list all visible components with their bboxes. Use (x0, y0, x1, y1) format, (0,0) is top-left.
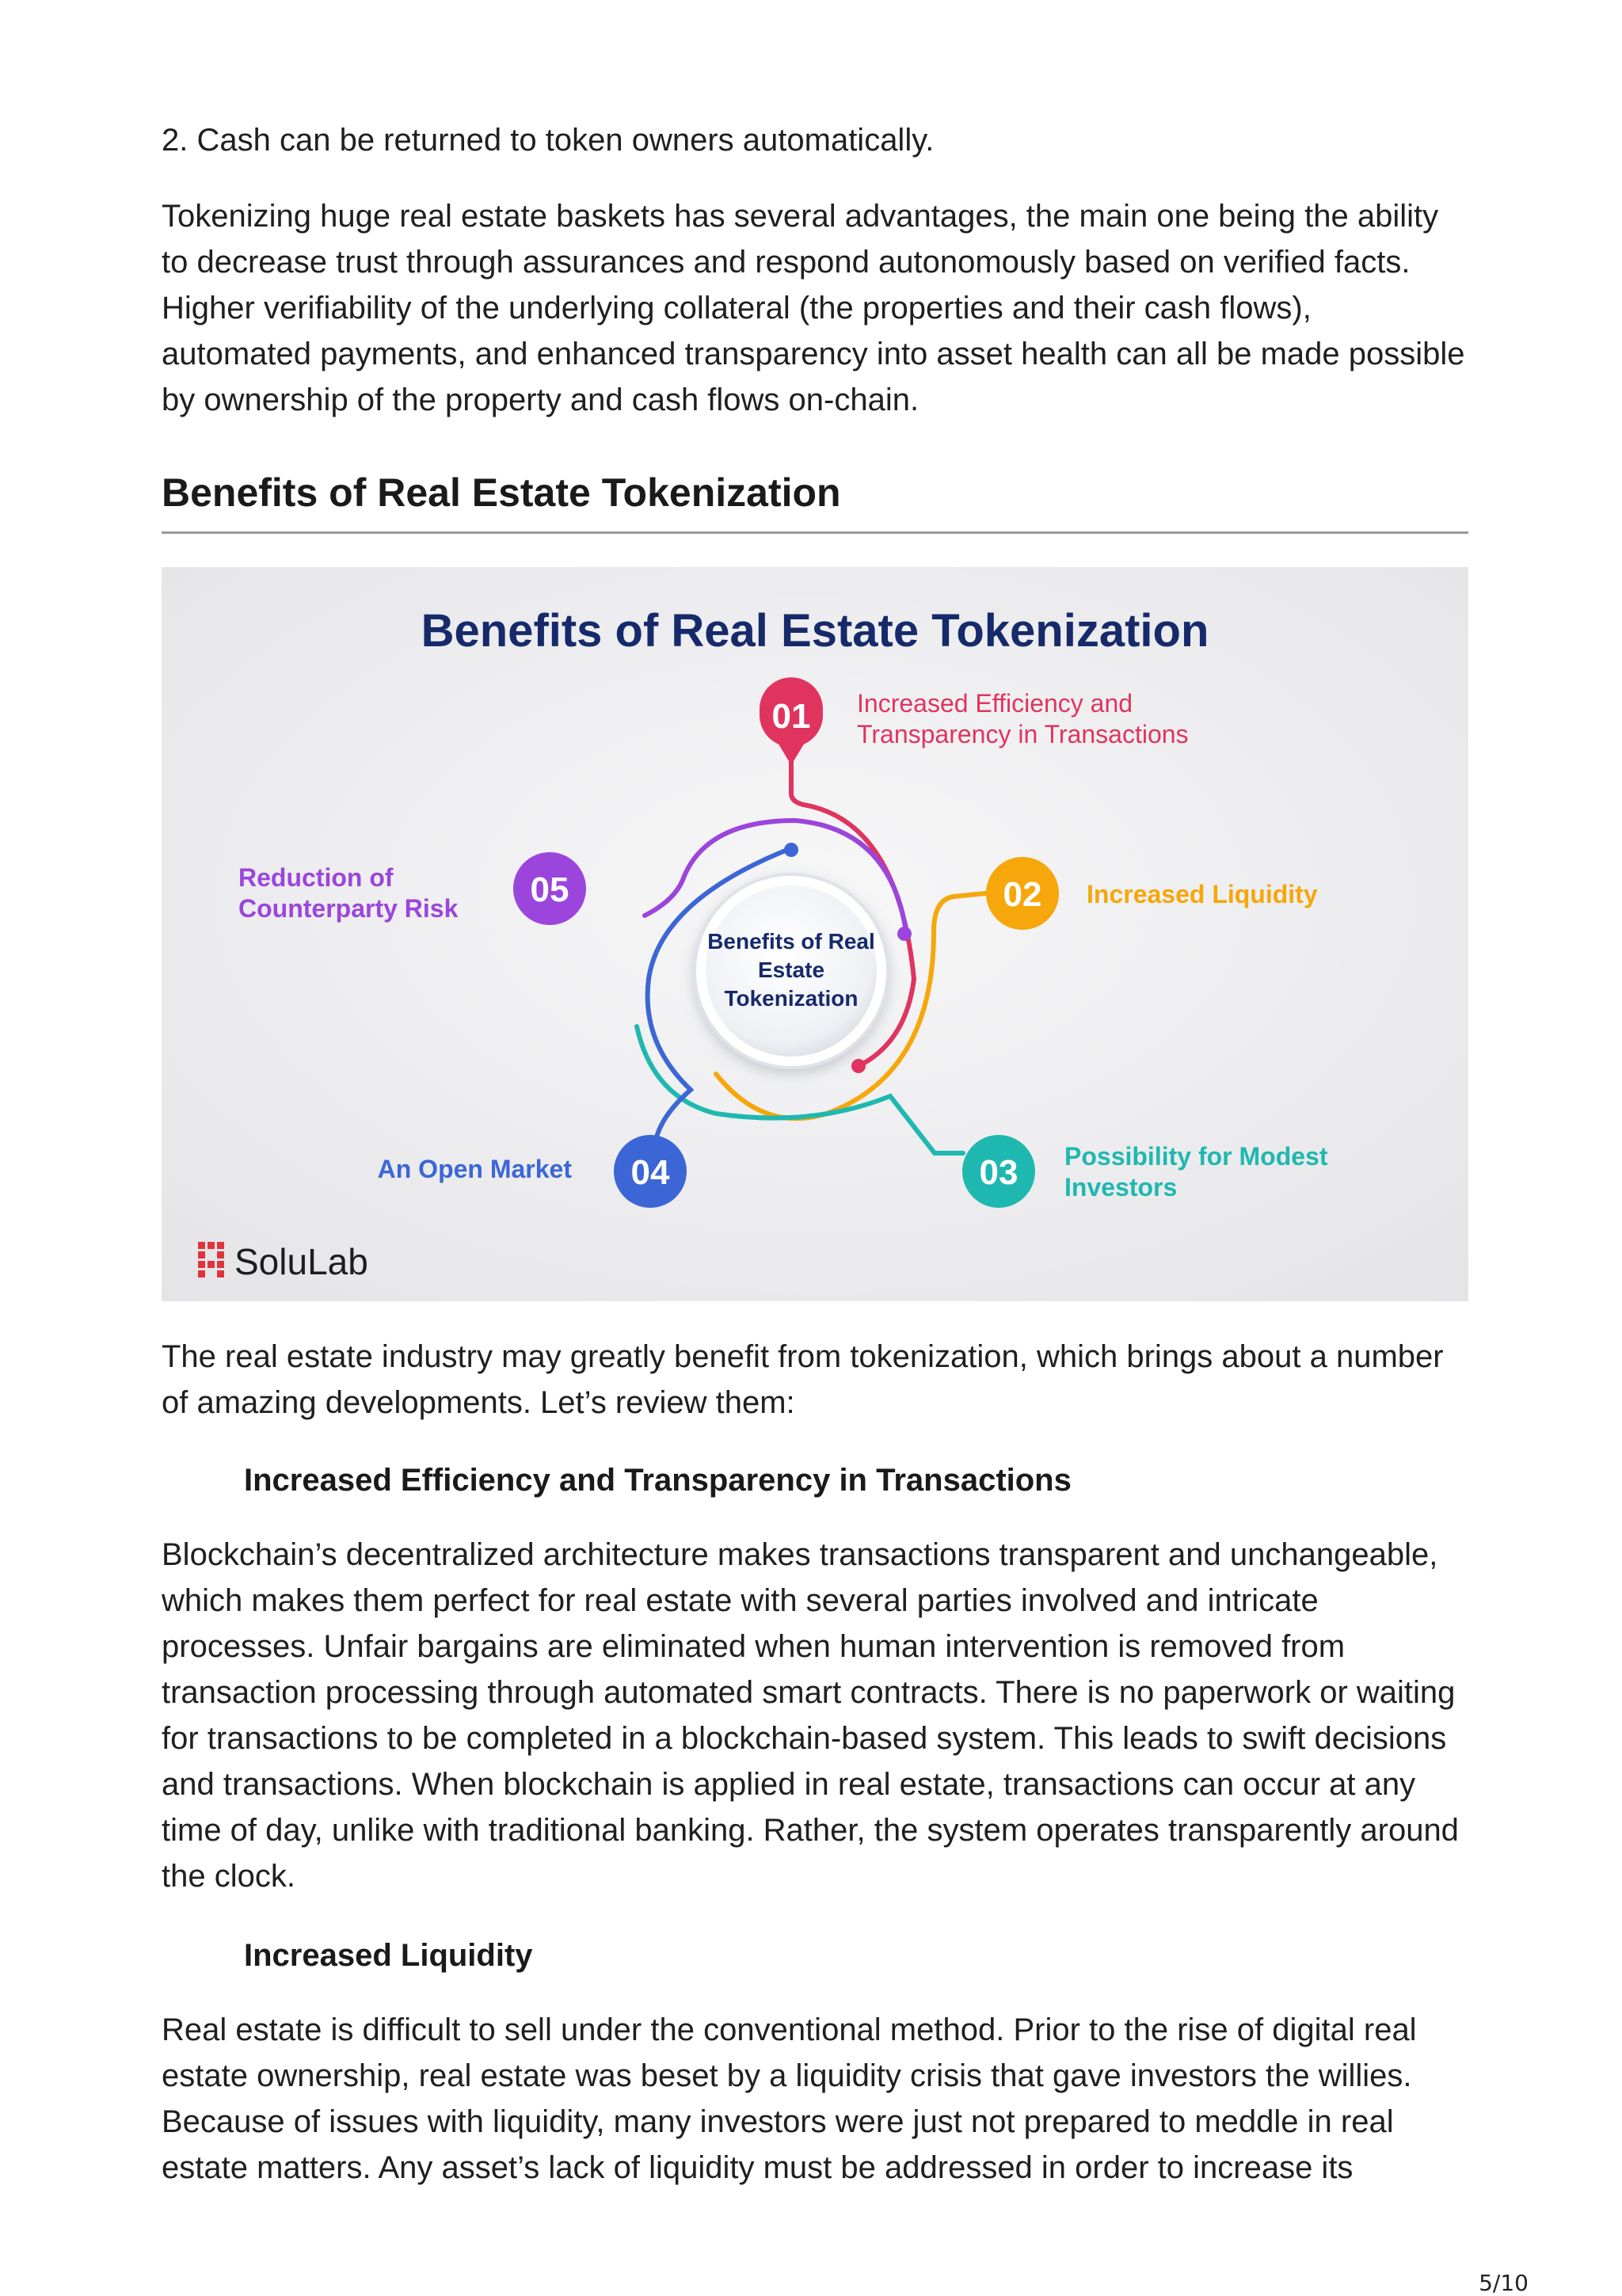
badge-04: 04 (630, 1153, 670, 1192)
dot-blue (784, 843, 798, 857)
badge-05: 05 (530, 870, 569, 909)
label-03-line-1: Possibility for Modest (1064, 1142, 1328, 1171)
label-01-line-1: Increased Efficiency and (857, 689, 1133, 718)
badge-01: 01 (771, 697, 811, 736)
page-number: 5/10 (1479, 2270, 1529, 2296)
badge-02: 02 (1003, 875, 1042, 914)
label-03-line-2: Investors (1064, 1173, 1178, 1201)
center-label-line-2: Estate (757, 958, 825, 982)
subheading-efficiency: Increased Efficiency and Transparency in Transactions (244, 1463, 1072, 1498)
list-item-2: 2. Cash can be returned to token owners automatically. (162, 123, 935, 158)
dot-pink (851, 1059, 866, 1073)
subheading-liquidity: Increased Liquidity (244, 1938, 533, 1973)
heading-divider (162, 531, 1468, 534)
body-intro-paragraph: The real estate industry may greatly benefit from tokenization, which brings about a number of amazing developments. Let’s review them: (162, 1339, 1444, 1420)
center-label-line-1: Benefits of Real (707, 929, 875, 954)
infographic-title: Benefits of Real Estate Tokenization (421, 605, 1209, 657)
label-01-line-2: Transparency in Transactions (857, 720, 1189, 748)
section-heading: Benefits of Real Estate Tokenization (162, 470, 841, 515)
dot-purple (897, 927, 912, 941)
efficiency-paragraph: Blockchain’s decentralized architecture makes transactions transparent and unchangeable, which makes them perfect for real estate with several parties involved and intricate processes. Unfair bargains are eliminated when human intervention is removed from transaction processing through automated smart contracts. There is no paperwork or waiting for transactions to be completed in a blockchain-based system. This leads to swift decisions and transactions. When blockchain is applied in real estate, transactions can occur at any time of day, unlike with traditional banking. Rather, the system operates transparently around the clock. (162, 1537, 1459, 1894)
label-02-line-1: Increased Liquidity (1087, 880, 1318, 908)
center-label-line-3: Tokenization (724, 986, 859, 1011)
liquidity-paragraph: Real estate is difficult to sell under the conventional method. Prior to the rise of digital real estate ownership, real estate was beset by a liquidity crisis that gave investors the willies. Because of issues with liquidity, many investors were just not prepared to meddle in real estate matters. Any asset’s lack of liquidity must be addressed in order to increase its (162, 2012, 1417, 2185)
label-05-line-2: Counterparty Risk (238, 894, 459, 923)
benefits-infographic (162, 567, 1468, 1301)
label-05-line-1: Reduction of (238, 863, 394, 892)
solulab-wordmark: SoluLab (234, 1241, 368, 1282)
intro-paragraph: Tokenizing huge real estate baskets has several advantages, the main one being the ability to decrease trust through assurances and respond autonomously based on verified facts. Higher verifiability of the underlying collateral (the properties and their cash flows), automated payments, and enhanced transparency into asset health can all be made possible by ownership of the property and cash flows on-chain. (162, 199, 1465, 417)
solulab-logo (198, 1241, 368, 1282)
label-04-line-1: An Open Market (377, 1155, 572, 1183)
badge-03: 03 (979, 1153, 1019, 1192)
